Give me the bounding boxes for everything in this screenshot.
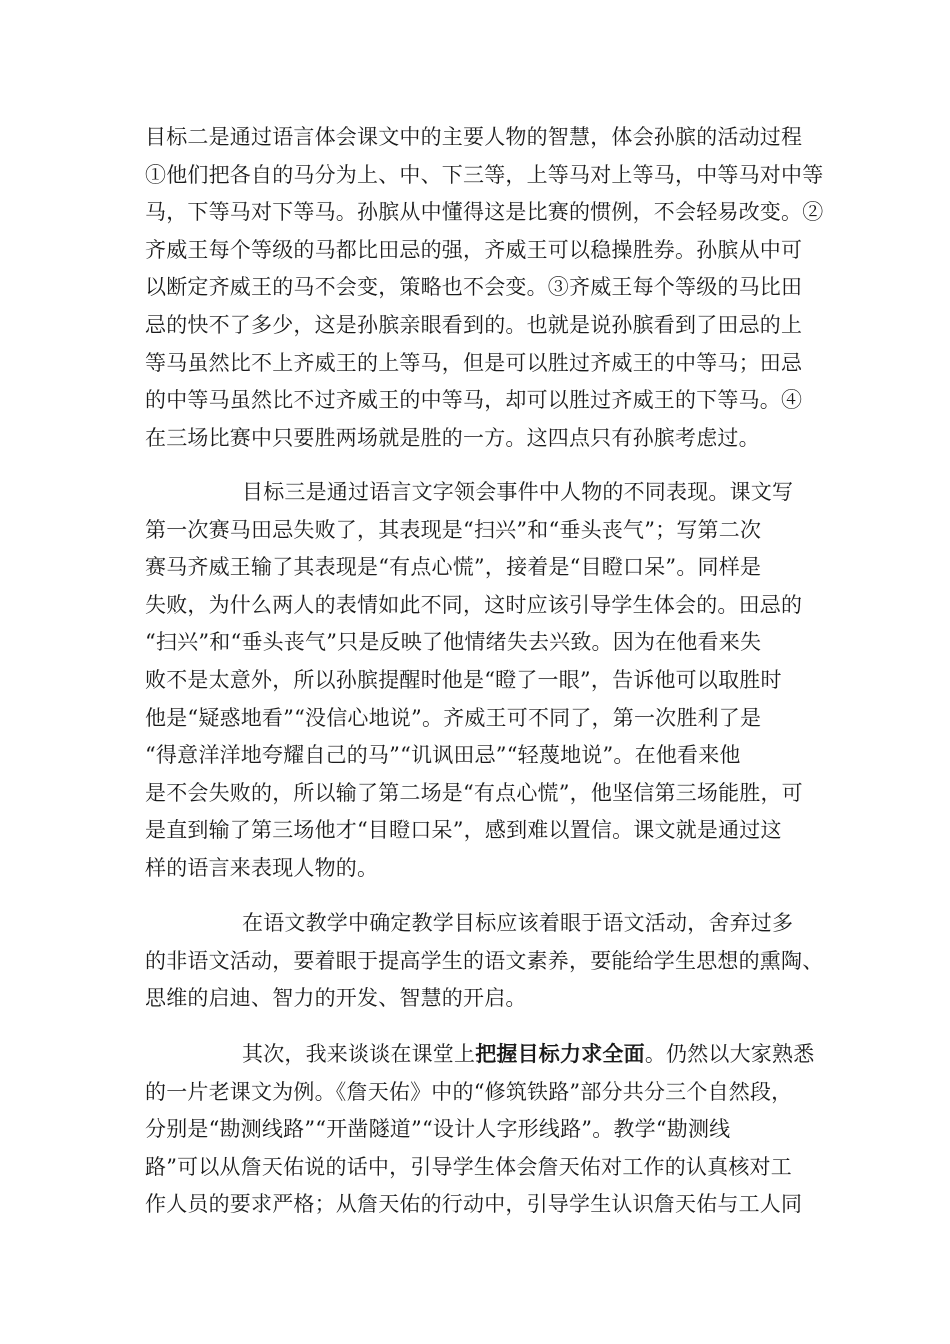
text-line: 是直到输了第三场他才“目瞪口呆”，感到难以置信。课文就是通过这 bbox=[145, 818, 782, 843]
text-line: 路”可以从詹天佑说的话中，引导学生体会詹天佑对工作的认真核对工 bbox=[145, 1154, 792, 1179]
paragraph-goal-three bbox=[145, 474, 810, 888]
text-line: 的一片老课文为例。《詹天佑》中的“修筑铁路”部分共分三个自然段， bbox=[145, 1079, 793, 1104]
text-run: 。仍然以大家熟悉 bbox=[644, 1042, 815, 1066]
bold-emphasis: 把握目标力求全面 bbox=[475, 1042, 645, 1066]
text-line bbox=[145, 1036, 815, 1074]
text-line: 样的语言来表现人物的。 bbox=[145, 855, 379, 880]
text-line: 的非语文活动，要着眼于提高学生的语文素养，要能给学生思想的熏陶、 bbox=[145, 948, 824, 973]
text-line: 败不是太意外，所以孙膑提醒时他是“瞪了一眼”，告诉他可以取胜时 bbox=[145, 667, 782, 692]
paragraph-second-point bbox=[145, 1036, 815, 1224]
text-line: 失败，为什么两人的表情如此不同，这时应该引导学生体会的。田忌的 bbox=[145, 592, 803, 617]
text-line: 齐威王每个等级的马都比田忌的强，齐威王可以稳操胜券。孙膑从中可 bbox=[145, 237, 803, 262]
text-line: 目标二是通过语言体会课文中的主要人物的智慧，体会孙膑的活动过程 bbox=[145, 125, 803, 149]
text-line: 在三场比赛中只要胜两场就是胜的一方。这四点只有孙膑考虑过。 bbox=[145, 425, 760, 450]
text-line: 在语文教学中确定教学目标应该着眼于语文活动，舍弃过多 bbox=[242, 911, 794, 935]
text-line: 目标三是通过语言文字领会事件中人物的不同表现。课文写 bbox=[242, 480, 794, 504]
text-line: 作人员的要求严格；从詹天佑的行动中，引导学生认识詹天佑与工人同 bbox=[145, 1192, 803, 1217]
text-line: 马，下等马对下等马。孙膑从中懂得这是比赛的惯例，不会轻易改变。② bbox=[145, 200, 824, 225]
text-line: 第一次赛马田忌失败了，其表现是“扫兴”和“垂头丧气”；写第二次 bbox=[145, 517, 762, 542]
text-line: 以断定齐威王的马不会变，策略也不会变。③齐威王每个等级的马比田 bbox=[145, 275, 803, 300]
text-line: “得意洋洋地夸耀自己的马”“讥讽田忌”“轻蔑地说”。在他看来他 bbox=[145, 743, 741, 768]
text-line: ①他们把各自的马分为上、中、下三等，上等马对上等马，中等马对中等 bbox=[145, 162, 824, 187]
paragraph-goal-two bbox=[145, 119, 824, 457]
text-line: 是不会失败的，所以输了第二场是“有点心慌”，他坚信第三场能胜，可 bbox=[145, 780, 803, 805]
text-line: “扫兴”和“垂头丧气”只是反映了他情绪失去兴致。因为在他看来失 bbox=[145, 630, 762, 655]
text-line: 思维的启迪、智力的开发、智慧的开启。 bbox=[145, 986, 527, 1011]
text-line: 忌的快不了多少，这是孙膑亲眼看到的。也就是说孙膑看到了田忌的上 bbox=[145, 312, 803, 337]
text-run: 其次，我来谈谈在课堂上 bbox=[242, 1042, 476, 1066]
text-line: 的中等马虽然比不过齐威王的中等马，却可以胜过齐威王的下等马。④ bbox=[145, 388, 803, 413]
text-line: 等马虽然比不上齐威王的上等马，但是可以胜过齐威王的中等马；田忌 bbox=[145, 350, 803, 375]
text-line: 分别是“勘测线路”“开凿隧道”“设计人字形线路”。教学“勘测线 bbox=[145, 1117, 731, 1142]
paragraph-teaching-goals bbox=[145, 905, 824, 1018]
text-line: 赛马齐威王输了其表现是“有点心慌”，接着是“目瞪口呆”。同样是 bbox=[145, 555, 762, 580]
text-line: 他是“疑惑地看”“没信心地说”。齐威王可不同了，第一次胜利了是 bbox=[145, 705, 762, 730]
